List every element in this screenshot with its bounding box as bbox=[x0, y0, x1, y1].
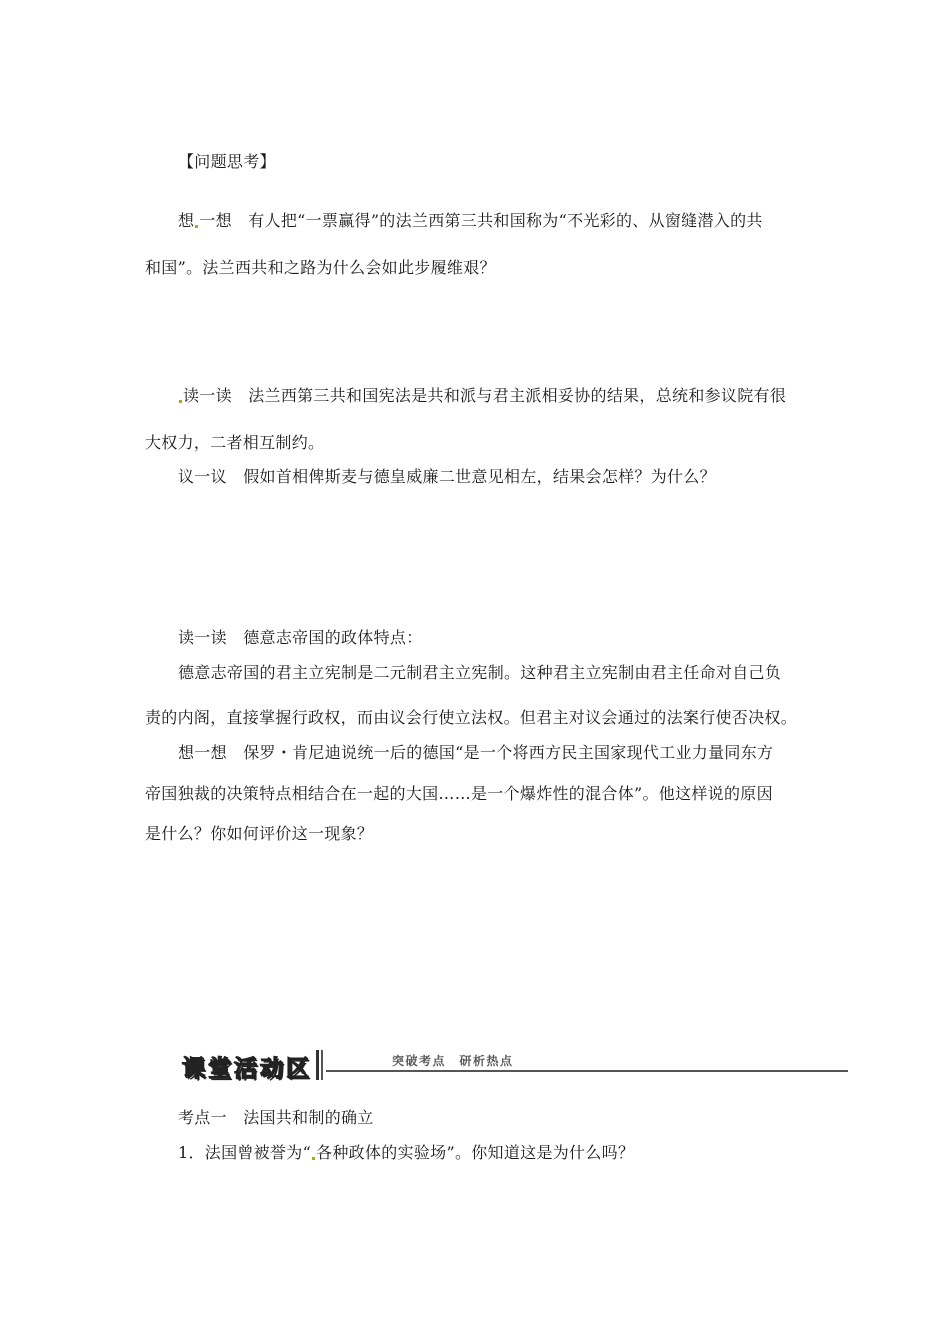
read-label: 读一读 bbox=[183, 386, 232, 405]
read-text-line-1: 法兰西第三共和国宪法是共和派与君主派相妥协的结果，总统和参议院有很 bbox=[248, 386, 787, 405]
read-text-line-2: 大权力，二者相互制约。 bbox=[145, 433, 325, 452]
think-text-line-1: 有人把“一票赢得”的法兰西第三共和国称为“不光彩的、从窗缝潜入的共 bbox=[248, 211, 763, 230]
think2-label: 想一想 bbox=[178, 743, 227, 762]
read2-title: 德意志帝国的政体特点： bbox=[243, 628, 423, 647]
read2-title-line bbox=[178, 627, 423, 649]
banner-subtitle: 突破考点 研析热点 bbox=[392, 1054, 514, 1068]
discuss-label: 议一议 bbox=[178, 467, 227, 486]
class-activity-banner bbox=[176, 1046, 848, 1086]
think2-text-line-3: 是什么？你如何评价这一现象？ bbox=[145, 824, 374, 843]
annotation-dot-icon bbox=[195, 225, 198, 228]
annotation-dot-icon bbox=[179, 400, 182, 403]
think-label-b: 一想 bbox=[199, 211, 232, 230]
think-text-line-2: 和国”。法兰西共和之路为什么会如此步履维艰？ bbox=[145, 258, 496, 277]
question-1-part-b: 各种政体的实验场”。你知道这是为什么吗？ bbox=[316, 1143, 635, 1162]
think2-paragraph-line-1 bbox=[178, 742, 773, 764]
discuss-paragraph bbox=[178, 466, 716, 488]
think2-text-line-2: 帝国独裁的决策特点相结合在一起的大国……是一个爆炸性的混合体”。他这样说的原因 bbox=[145, 784, 773, 803]
think-paragraph-line-1 bbox=[178, 210, 763, 232]
discuss-text: 假如首相俾斯麦与德皇威廉二世意见相左，结果会怎样？为什么？ bbox=[243, 467, 716, 486]
banner-rule bbox=[326, 1070, 848, 1072]
banner-title: 课堂活动区 bbox=[182, 1056, 312, 1082]
section-header: 【问题思考】 bbox=[178, 152, 276, 171]
read-paragraph-line-1 bbox=[178, 385, 786, 407]
kaodian-title: 考点一 法国共和制的确立 bbox=[178, 1108, 374, 1127]
think2-text-line-1: 保罗・肯尼迪说统一后的德国“是一个将西方民主国家现代工业力量同东方 bbox=[243, 743, 774, 762]
read2-text-line-1: 德意志帝国的君主立宪制是二元制君主立宪制。这种君主立宪制由君主任命对自己负 bbox=[178, 663, 782, 682]
banner-divider bbox=[316, 1050, 319, 1080]
read2-label: 读一读 bbox=[178, 628, 227, 647]
kaodian-question-1 bbox=[178, 1142, 634, 1164]
think-label-a: 想 bbox=[178, 211, 195, 230]
read2-text-line-2: 责的内阁，直接掌握行政权，而由议会行使立法权。但君主对议会通过的法案行使否决权。 bbox=[145, 708, 798, 727]
question-1-part-a: 1．法国曾被誉为“ bbox=[178, 1143, 312, 1162]
annotation-dot-icon bbox=[312, 1157, 315, 1160]
banner-divider-2 bbox=[321, 1050, 323, 1080]
